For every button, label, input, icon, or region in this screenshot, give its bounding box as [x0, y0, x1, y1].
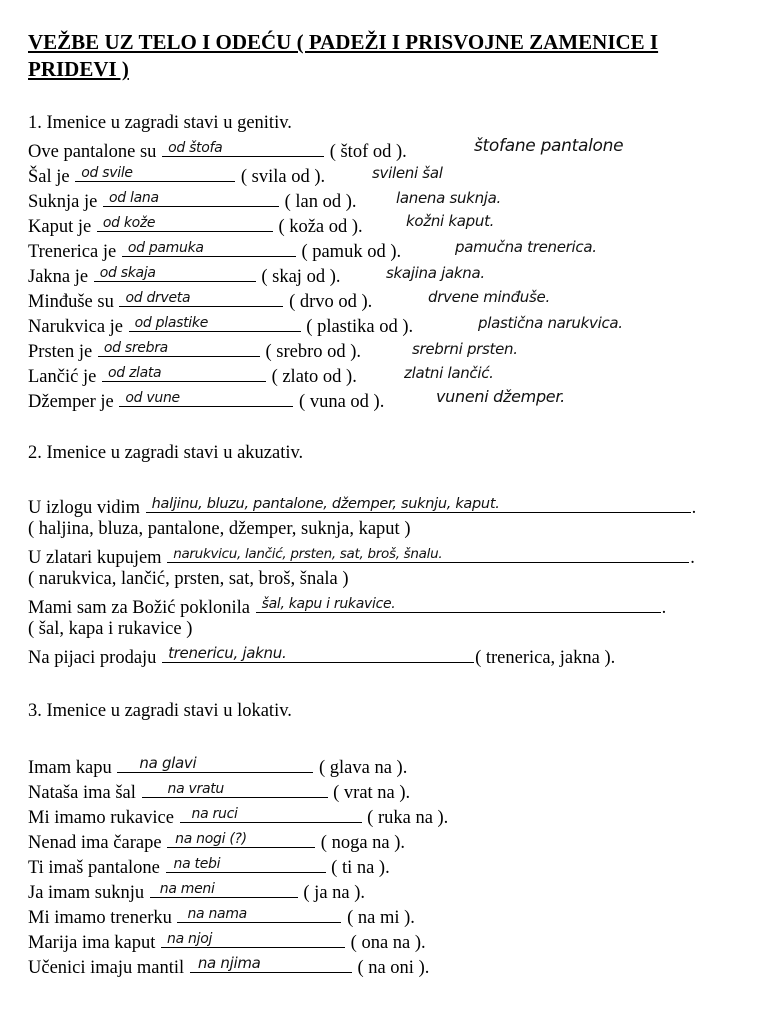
line-prefix: Džemper je — [28, 392, 114, 412]
section1-line-2 — [28, 163, 325, 187]
answer-blank[interactable] — [122, 238, 296, 257]
line-prefix: Na pijaci prodaju — [28, 648, 157, 668]
line-prefix: U izlogu vidim — [28, 498, 141, 518]
line-prefix: Ti imaš pantalone — [28, 858, 160, 878]
handwritten-answer: narukvicu, lančić, prsten, sat, broš, šnalu. — [173, 546, 443, 562]
line-prefix: Šal je — [28, 167, 70, 187]
section3-line-2 — [28, 779, 410, 803]
handwritten-answer: na njoj — [167, 931, 213, 947]
answer-blank[interactable] — [190, 954, 352, 973]
answer-blank[interactable] — [94, 263, 256, 282]
section2-hint-2: ( narukvica, lančić, prsten, sat, broš, šnala ) — [28, 569, 349, 589]
line-hint: ( skaj od ). — [261, 267, 341, 287]
line-prefix: Mi imamo rukavice — [28, 808, 174, 828]
answer-blank[interactable] — [119, 288, 283, 307]
handwritten-note: svileni šal — [372, 164, 443, 182]
line-prefix: Nenad ima čarape — [28, 833, 162, 853]
section1-line-8 — [28, 313, 413, 337]
line-hint: ( koža od ). — [278, 217, 363, 237]
line-prefix: Mi imamo trenerku — [28, 908, 172, 928]
line-prefix: Marija ima kaput — [28, 933, 156, 953]
section2-line-2 — [28, 544, 695, 568]
answer-blank[interactable] — [75, 163, 235, 182]
line-hint: ( pamuk od ). — [301, 242, 402, 262]
handwritten-answer: na meni — [159, 881, 215, 897]
handwritten-answer: trenericu, jaknu. — [168, 644, 287, 662]
handwritten-answer: na glavi — [139, 754, 197, 772]
handwritten-answer: od pamuka — [127, 240, 204, 256]
answer-blank[interactable] — [150, 879, 298, 898]
answer-blank[interactable] — [117, 754, 313, 773]
handwritten-note: lanena suknja. — [396, 189, 502, 207]
answer-blank[interactable] — [97, 213, 273, 232]
line-hint: ( glava na ). — [319, 758, 408, 778]
line-prefix: U zlatari kupujem — [28, 548, 162, 568]
line-prefix: Suknja je — [28, 192, 98, 212]
section3-line-6 — [28, 879, 365, 903]
line-hint: ( zlato od ). — [271, 367, 357, 387]
line-hint: ( na oni ). — [357, 958, 430, 978]
section3-line-4 — [28, 829, 405, 853]
handwritten-note: zlatni lančić. — [404, 364, 494, 382]
answer-blank[interactable] — [256, 594, 661, 613]
answer-blank[interactable] — [146, 494, 691, 513]
section1-line-4 — [28, 213, 363, 237]
line-hint: ( ruka na ). — [367, 808, 449, 828]
section3-heading: 3. Imenice u zagradi stavi u lokativ. — [28, 701, 292, 721]
section2-line-4 — [28, 644, 615, 668]
line-hint: ( štof od ). — [329, 142, 407, 162]
section2-heading: 2. Imenice u zagradi stavi u akuzativ. — [28, 443, 304, 463]
handwritten-note: štofane pantalone — [474, 136, 624, 156]
line-hint: ( na mi ). — [347, 908, 415, 928]
section2-hint-1: ( haljina, bluza, pantalone, džemper, suknja, kaput ) — [28, 519, 411, 539]
line-hint: ( ja na ). — [303, 883, 366, 903]
line-end: ( trenerica, jakna ). — [475, 648, 616, 668]
line-prefix: Ove pantalone su — [28, 142, 157, 162]
answer-blank[interactable] — [166, 854, 326, 873]
answer-blank[interactable] — [119, 388, 293, 407]
line-prefix: Minđuše su — [28, 292, 114, 312]
section1-line-5 — [28, 238, 401, 262]
line-prefix: Nataša ima šal — [28, 783, 136, 803]
line-hint: ( vrat na ). — [333, 783, 411, 803]
line-prefix: Imam kapu — [28, 758, 112, 778]
section3-line-7 — [28, 904, 415, 928]
line-hint: ( svila od ). — [240, 167, 326, 187]
section1-line-7 — [28, 288, 372, 312]
line-hint: ( ona na ). — [350, 933, 426, 953]
line-prefix: Ja imam suknju — [28, 883, 145, 903]
line-hint: ( ti na ). — [331, 858, 390, 878]
answer-blank[interactable] — [162, 138, 324, 157]
answer-blank[interactable] — [103, 188, 279, 207]
handwritten-answer: na njima — [197, 954, 261, 972]
line-end: . — [661, 598, 667, 618]
section1-line-3 — [28, 188, 357, 212]
answer-blank[interactable] — [162, 644, 474, 663]
section3-line-8 — [28, 929, 426, 953]
answer-blank[interactable] — [102, 363, 266, 382]
handwritten-answer: od svile — [81, 165, 133, 181]
section2-line-1 — [28, 494, 696, 518]
answer-blank[interactable] — [129, 313, 301, 332]
line-hint: ( drvo od ). — [289, 292, 373, 312]
handwritten-note: vuneni džemper. — [436, 387, 565, 406]
line-hint: ( srebro od ). — [265, 342, 362, 362]
handwritten-note: plastična narukvica. — [478, 314, 623, 332]
line-hint: ( lan od ). — [284, 192, 357, 212]
worksheet-title: VEŽBE UZ TELO I ODEĆU ( PADEŽI I PRISVOJNE ZAMENICE I PRIDEVI ) — [28, 30, 659, 81]
handwritten-answer: na nogi (?) — [175, 831, 247, 847]
handwritten-answer: od skaja — [99, 265, 156, 281]
handwritten-answer: na vratu — [167, 781, 224, 797]
handwritten-answer: od srebra — [103, 340, 168, 356]
section3-line-3 — [28, 804, 448, 828]
line-prefix: Trenerica je — [28, 242, 117, 262]
line-end: . — [690, 548, 695, 568]
handwritten-answer: na tebi — [173, 856, 221, 872]
answer-blank[interactable] — [142, 779, 328, 798]
handwritten-note: kožni kaput. — [406, 212, 495, 230]
line-hint: ( vuna od ). — [299, 392, 385, 412]
section1-line-1 — [28, 138, 407, 162]
line-prefix: Kaput je — [28, 217, 92, 237]
section1-line-10 — [28, 363, 357, 387]
handwritten-answer: od lana — [109, 190, 159, 206]
answer-blank[interactable] — [167, 829, 315, 848]
handwritten-note: srebrni prsten. — [412, 340, 518, 358]
section1-line-11 — [28, 388, 384, 412]
line-prefix: Mami sam za Božić poklonila — [28, 598, 250, 618]
section1-heading: 1. Imenice u zagradi stavi u genitiv. — [28, 113, 292, 133]
section3-line-9 — [28, 954, 429, 978]
handwritten-answer: na nama — [187, 906, 247, 922]
answer-blank[interactable] — [167, 544, 689, 563]
answer-blank[interactable] — [98, 338, 260, 357]
handwritten-answer: od štofa — [168, 140, 223, 156]
handwritten-note: drvene minđuše. — [428, 288, 550, 306]
line-end: . — [691, 498, 697, 518]
handwritten-answer: haljinu, bluzu, pantalone, džemper, suknju, kaput. — [151, 496, 500, 512]
handwritten-answer: od plastike — [134, 315, 209, 331]
line-hint: ( noga na ). — [320, 833, 406, 853]
handwritten-answer: od drveta — [125, 290, 191, 306]
section2-line-3 — [28, 594, 666, 618]
section1-line-9 — [28, 338, 361, 362]
section1-line-6 — [28, 263, 340, 287]
answer-blank[interactable] — [180, 804, 362, 823]
handwritten-note: skajina jakna. — [386, 264, 485, 282]
line-prefix: Jakna je — [28, 267, 89, 287]
handwritten-answer: od kože — [102, 215, 156, 231]
handwritten-answer: na ruci — [191, 806, 238, 822]
answer-blank[interactable] — [161, 929, 345, 948]
answer-blank[interactable] — [177, 904, 341, 923]
handwritten-answer: od zlata — [107, 365, 162, 381]
section2-hint-3: ( šal, kapa i rukavice ) — [28, 619, 193, 639]
line-prefix: Lančić je — [28, 367, 97, 387]
line-hint: ( plastika od ). — [306, 317, 414, 337]
line-prefix: Narukvica je — [28, 317, 124, 337]
section3-line-5 — [28, 854, 390, 878]
line-prefix: Prsten je — [28, 342, 93, 362]
section3-line-1 — [28, 754, 407, 778]
handwritten-answer: od vune — [125, 390, 180, 406]
handwritten-note: pamučna trenerica. — [455, 238, 597, 256]
handwritten-answer: šal, kapu i rukavice. — [261, 596, 396, 612]
line-prefix: Učenici imaju mantil — [28, 958, 185, 978]
